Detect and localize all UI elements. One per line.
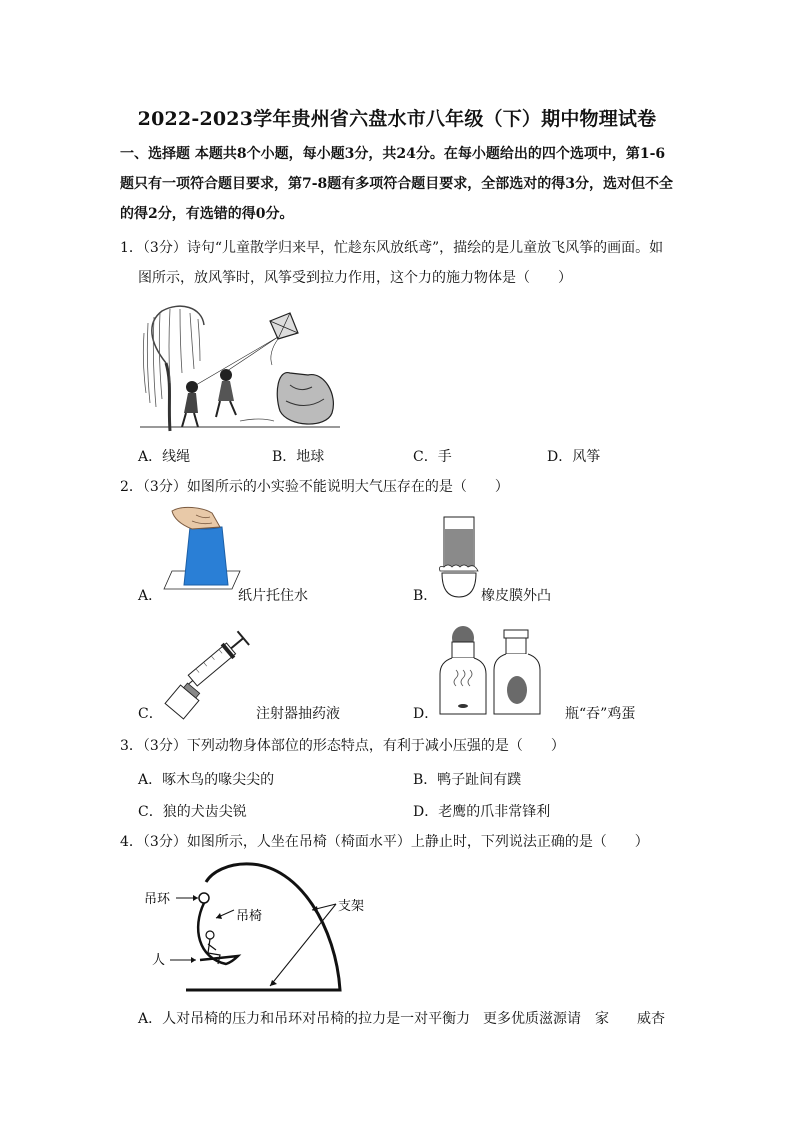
q2-option-a-letter[interactable]: A． xyxy=(138,588,163,604)
q2-option-b-caption: 橡皮膜外凸 xyxy=(481,588,551,604)
bottle-egg-illustration xyxy=(436,626,546,718)
section-heading-line3: 的得2分，有选错的得0分。 xyxy=(120,206,294,222)
hanging-chair-diagram xyxy=(140,858,365,994)
syringe-vial-illustration xyxy=(160,622,260,718)
q4-option-a[interactable]: A．人对吊椅的压力和吊环对吊椅的拉力是一对平衡力 xyxy=(138,1011,471,1027)
section-heading-line2: 题只有一项符合题目要求，第7-8题有多项符合题目要求，全部选对的得3分，选对但不全 xyxy=(120,176,674,192)
q2-option-a-caption: 纸片托住水 xyxy=(238,588,308,604)
q1-option-a[interactable]: A．线绳 xyxy=(138,449,191,465)
section-heading-line1: 一、选择题 本题共8个小题，每小题3分，共24分。在每小题给出的四个选项中，第1-6 xyxy=(120,146,666,162)
q3-option-d[interactable]: D．老鹰的爪非常锋利 xyxy=(413,804,551,820)
page-title: 2022-2023学年贵州省六盘水市八年级（下）期中物理试卷 xyxy=(137,108,657,130)
q3-option-b[interactable]: B．鸭子趾间有蹼 xyxy=(413,772,522,788)
q2-option-c-caption: 注射器抽药液 xyxy=(256,706,340,722)
label-frame: 支架 xyxy=(338,898,365,913)
watermark-text: 更多优质滋源请 家 威杏 xyxy=(483,1011,665,1027)
q4-stem: 4．（3分）如图所示，人坐在吊椅（椅面水平）上静止时，下列说法正确的是（ ） xyxy=(120,834,649,850)
q1-stem-line2: 图所示，放风筝时，风筝受到拉力作用，这个力的施力物体是（ ） xyxy=(138,270,572,286)
label-ring: 吊环 xyxy=(144,891,171,906)
q2-option-c-letter[interactable]: C． xyxy=(138,706,163,722)
label-seat: 吊椅 xyxy=(236,908,263,923)
q1-stem-line1: 1．（3分）诗句“儿童散学归来早，忙趁东风放纸鸢”，描绘的是儿童放飞风筝的画面。如 xyxy=(120,240,664,256)
q1-option-c[interactable]: C．手 xyxy=(413,449,452,465)
q2-option-d-caption: 瓶“吞”鸡蛋 xyxy=(565,706,636,722)
q2-stem: 2．（3分）如图所示的小实验不能说明大气压存在的是（ ） xyxy=(120,479,509,495)
label-person: 人 xyxy=(152,952,166,967)
cup-paper-water-illustration xyxy=(162,505,242,597)
kite-flying-illustration xyxy=(140,303,340,431)
q3-option-c[interactable]: C．狼的犬齿尖锐 xyxy=(138,804,247,820)
q3-stem: 3．（3分）下列动物身体部位的形态特点，有利于减小压强的是（ ） xyxy=(120,738,565,754)
q1-option-b[interactable]: B．地球 xyxy=(272,449,325,465)
q2-option-d-letter[interactable]: D． xyxy=(413,706,439,722)
q3-option-a[interactable]: A．啄木鸟的喙尖尖的 xyxy=(138,772,275,788)
tube-rubber-membrane-illustration xyxy=(436,515,482,601)
q2-option-b-letter[interactable]: B． xyxy=(413,588,438,604)
q1-option-d[interactable]: D．风筝 xyxy=(547,449,601,465)
